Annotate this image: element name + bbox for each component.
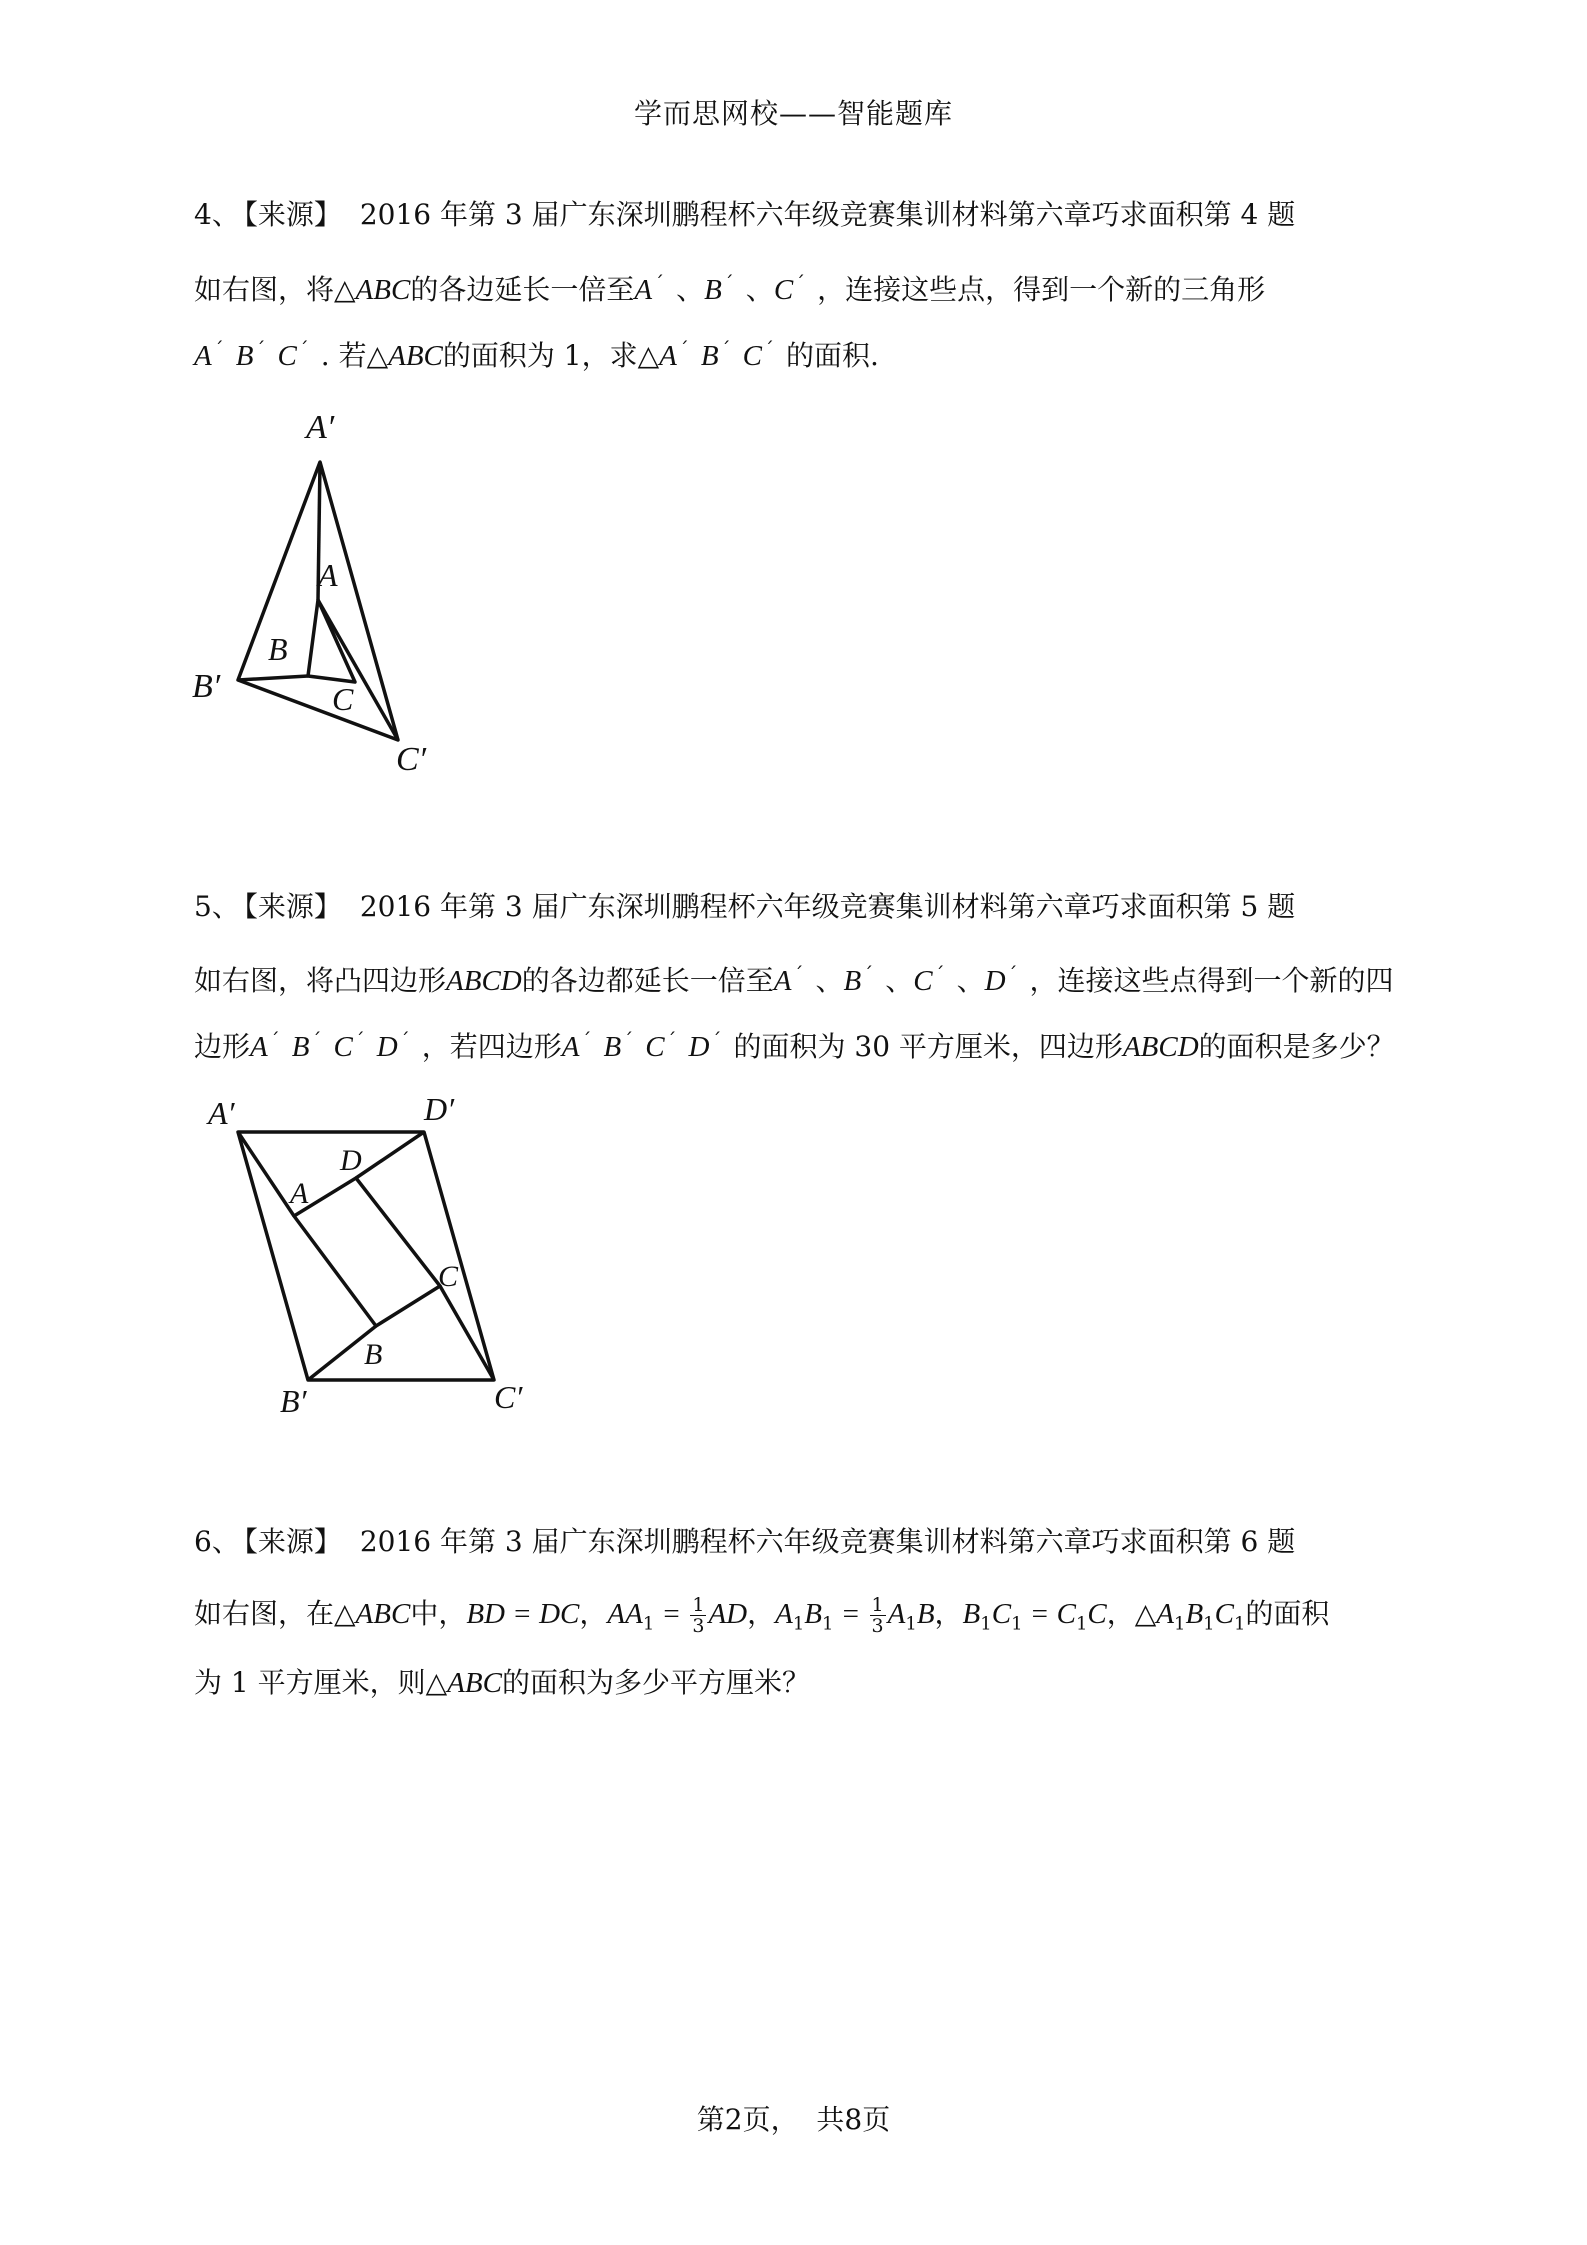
question-5-source: 2016 年第 3 届广东深圳鹏程杯六年级竞赛集训材料第六章巧求面积第 5 题 xyxy=(359,890,1296,923)
label-b-prime: B′ xyxy=(192,668,221,705)
question-6-title xyxy=(194,1520,1295,1560)
question-5-source-tag: 【来源】 xyxy=(243,890,342,923)
label-b: B xyxy=(268,631,288,667)
fraction-one-third: $\frac{1}{3}$ xyxy=(692,1594,705,1637)
label-b: B xyxy=(364,1338,383,1371)
question-4-source: 2016 年第 3 届广东深圳鹏程杯六年级竞赛集训材料第六章巧求面积第 4 题 xyxy=(359,198,1296,231)
question-6-text-line-1: 如右图，在△ABC中，BD = DC，$AA_1$ = $\frac{1}{3}$ AD，$A_1B_1$ = $\frac{1}{3}$ $A_1B$，$B_1C_1 = C_1C$，$\triangle A_1B_1C_1$的面积 xyxy=(194,1594,1330,1637)
extension-line-c xyxy=(318,600,398,740)
fraction-one-third: $\frac{1}{3}$ xyxy=(871,1594,884,1637)
question-4-source-tag: 【来源】 xyxy=(243,198,342,231)
inner-triangle xyxy=(308,600,355,682)
question-6-text-line-2: 为 1 平方厘米，则△ABC的面积为多少平方厘米？ xyxy=(194,1666,810,1699)
label-c-prime: C′ xyxy=(396,741,427,778)
question-4-triangle-figure xyxy=(180,400,480,800)
label-a-prime: A′ xyxy=(306,409,335,446)
question-5-text-line-2: 边形A ´ B ´ C ´ D ´ ，若四边形A ´ B ´ C ´ D ´ 的面积为 30 平方厘米，四边形ABCD的面积是多少？ xyxy=(194,1028,1395,1063)
label-d-prime: D′ xyxy=(424,1091,455,1127)
question-5-title xyxy=(194,885,1295,925)
page-header: 学而思网校——智能题库 xyxy=(633,97,953,130)
question-5-text-line-1: 如右图，将凸四边形ABCD的各边都延长一倍至A ´ 、B ´ 、C ´ 、D ´ ，连接这些点得到一个新的四 xyxy=(194,962,1394,997)
question-6-index: 6、 xyxy=(194,1525,240,1558)
label-c: C xyxy=(438,1260,459,1293)
label-d: D xyxy=(340,1144,362,1177)
extension-line-b xyxy=(238,676,308,680)
label-b-prime: B′ xyxy=(280,1383,307,1419)
extension-line-a xyxy=(238,1132,294,1216)
label-a-prime: A′ xyxy=(208,1095,235,1131)
page-footer: 第2页， 共8页 xyxy=(696,2103,891,2136)
question-4-text-line-2: A ´ B ´ C ´ . 若△ABC的面积为 1，求△A ´ B ´ C ´ 的面积. xyxy=(194,337,879,372)
question-6-source: 2016 年第 3 届广东深圳鹏程杯六年级竞赛集训材料第六章巧求面积第 6 题 xyxy=(359,1525,1296,1558)
question-4-title xyxy=(194,193,1295,233)
question-5-index: 5、 xyxy=(194,890,240,923)
extension-line-d xyxy=(356,1132,424,1178)
inner-quadrilateral xyxy=(294,1178,440,1326)
label-c-prime: C′ xyxy=(494,1379,523,1415)
question-6-source-tag: 【来源】 xyxy=(243,1525,342,1558)
question-4-index: 4、 xyxy=(194,198,240,231)
label-a: A xyxy=(290,1177,309,1210)
question-5-quadrilateral-figure xyxy=(180,1090,560,1430)
question-4-text-line-1: 如右图，将△ABC的各边延长一倍至A ´ 、B ´ 、C ´ ，连接这些点，得到一个新的三角形 xyxy=(194,271,1266,306)
label-c: C xyxy=(332,681,354,717)
extension-line-c xyxy=(440,1286,494,1380)
label-a: A xyxy=(318,557,338,593)
